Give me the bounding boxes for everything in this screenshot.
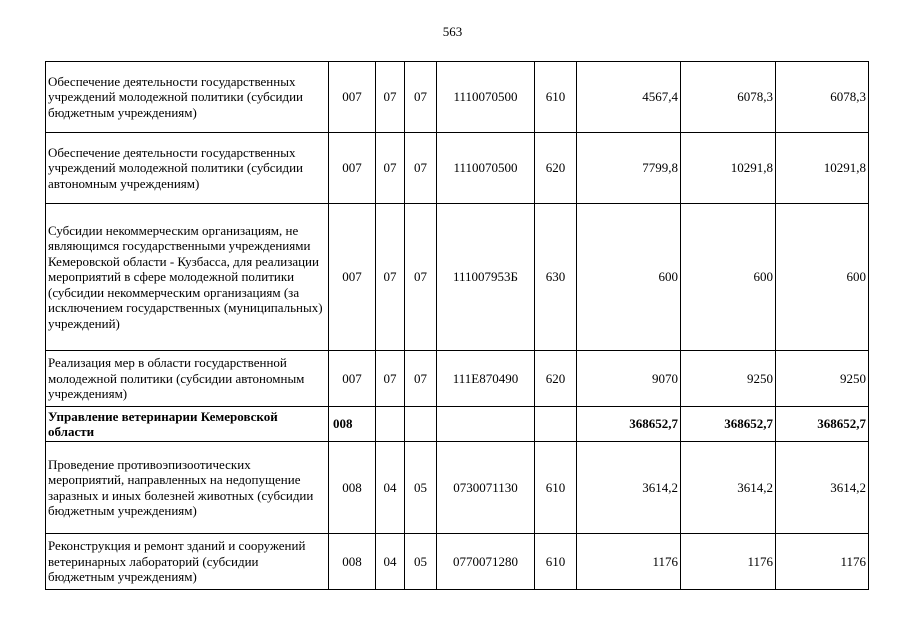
amount-year-1: 1176	[577, 534, 681, 590]
row-name: Обеспечение деятельности государственных учреждений молодежной политики (субсидии автономным учреждениям)	[46, 133, 329, 204]
amount-year-2: 10291,8	[681, 133, 776, 204]
amount-year-3: 3614,2	[776, 442, 869, 534]
table-row	[46, 133, 869, 204]
amount-year-3: 10291,8	[776, 133, 869, 204]
subsection-code: 07	[405, 351, 437, 407]
amount-year-3: 1176	[776, 534, 869, 590]
ministry-code: 008	[329, 407, 376, 442]
table-row	[46, 534, 869, 590]
table-row-department	[46, 407, 869, 442]
amount-year-1: 9070	[577, 351, 681, 407]
row-name: Реализация мер в области государственной молодежной политики (субсидии автономным учреждениям)	[46, 351, 329, 407]
section-code: 07	[376, 62, 405, 133]
row-name: Реконструкция и ремонт зданий и сооружений ветеринарных лабораторий (субсидии бюджетным учреждениям)	[46, 534, 329, 590]
section-code: 04	[376, 534, 405, 590]
row-name: Проведение противоэпизоотических мероприятий, направленных на недопущение заразных и иных болезней животных (субсидии бюджетным учреждениям)	[46, 442, 329, 534]
ministry-code: 007	[329, 351, 376, 407]
target-code: 111007953Б	[437, 204, 535, 351]
ministry-code: 008	[329, 534, 376, 590]
expense-code: 620	[535, 133, 577, 204]
target-code: 0730071130	[437, 442, 535, 534]
row-name: Обеспечение деятельности государственных учреждений молодежной политики (субсидии бюджетным учреждениям)	[46, 62, 329, 133]
expense-code: 620	[535, 351, 577, 407]
target-code: 0770071280	[437, 534, 535, 590]
subsection-code: 07	[405, 133, 437, 204]
amount-year-1: 7799,8	[577, 133, 681, 204]
expense-code: 610	[535, 534, 577, 590]
ministry-code: 007	[329, 133, 376, 204]
expense-code: 610	[535, 442, 577, 534]
expense-code: 630	[535, 204, 577, 351]
expense-code	[535, 407, 577, 442]
table-row	[46, 442, 869, 534]
amount-year-3: 600	[776, 204, 869, 351]
amount-year-3: 368652,7	[776, 407, 869, 442]
target-code: 111E870490	[437, 351, 535, 407]
row-name: Субсидии некоммерческим организациям, не являющимся государственными учреждениями Кемеровской области - Кузбасса, для реализации мероприятий в сфере молодежной политики (субсидии некоммерческим организациям (за исключением государственных (муниципальных) учреждений)	[46, 204, 329, 351]
ministry-code: 007	[329, 204, 376, 351]
amount-year-1: 600	[577, 204, 681, 351]
subsection-code: 07	[405, 204, 437, 351]
amount-year-2: 6078,3	[681, 62, 776, 133]
amount-year-1: 368652,7	[577, 407, 681, 442]
subsection-code	[405, 407, 437, 442]
department-name: Управление ветеринарии Кемеровской области	[46, 407, 329, 442]
page-number: 563	[442, 24, 463, 39]
amount-year-3: 6078,3	[776, 62, 869, 133]
amount-year-2: 9250	[681, 351, 776, 407]
amount-year-2: 3614,2	[681, 442, 776, 534]
subsection-code: 05	[405, 442, 437, 534]
table-row	[46, 351, 869, 407]
budget-table	[45, 61, 869, 590]
amount-year-2: 1176	[681, 534, 776, 590]
section-code: 07	[376, 204, 405, 351]
table-row	[46, 204, 869, 351]
target-code: 1110070500	[437, 62, 535, 133]
target-code: 1110070500	[437, 133, 535, 204]
target-code	[437, 407, 535, 442]
ministry-code: 007	[329, 62, 376, 133]
amount-year-1: 4567,4	[577, 62, 681, 133]
amount-year-2: 600	[681, 204, 776, 351]
expense-code: 610	[535, 62, 577, 133]
ministry-code: 008	[329, 442, 376, 534]
section-code: 07	[376, 351, 405, 407]
section-code: 07	[376, 133, 405, 204]
subsection-code: 05	[405, 534, 437, 590]
table-row	[46, 62, 869, 133]
amount-year-3: 9250	[776, 351, 869, 407]
section-code	[376, 407, 405, 442]
amount-year-1: 3614,2	[577, 442, 681, 534]
amount-year-2: 368652,7	[681, 407, 776, 442]
subsection-code: 07	[405, 62, 437, 133]
section-code: 04	[376, 442, 405, 534]
